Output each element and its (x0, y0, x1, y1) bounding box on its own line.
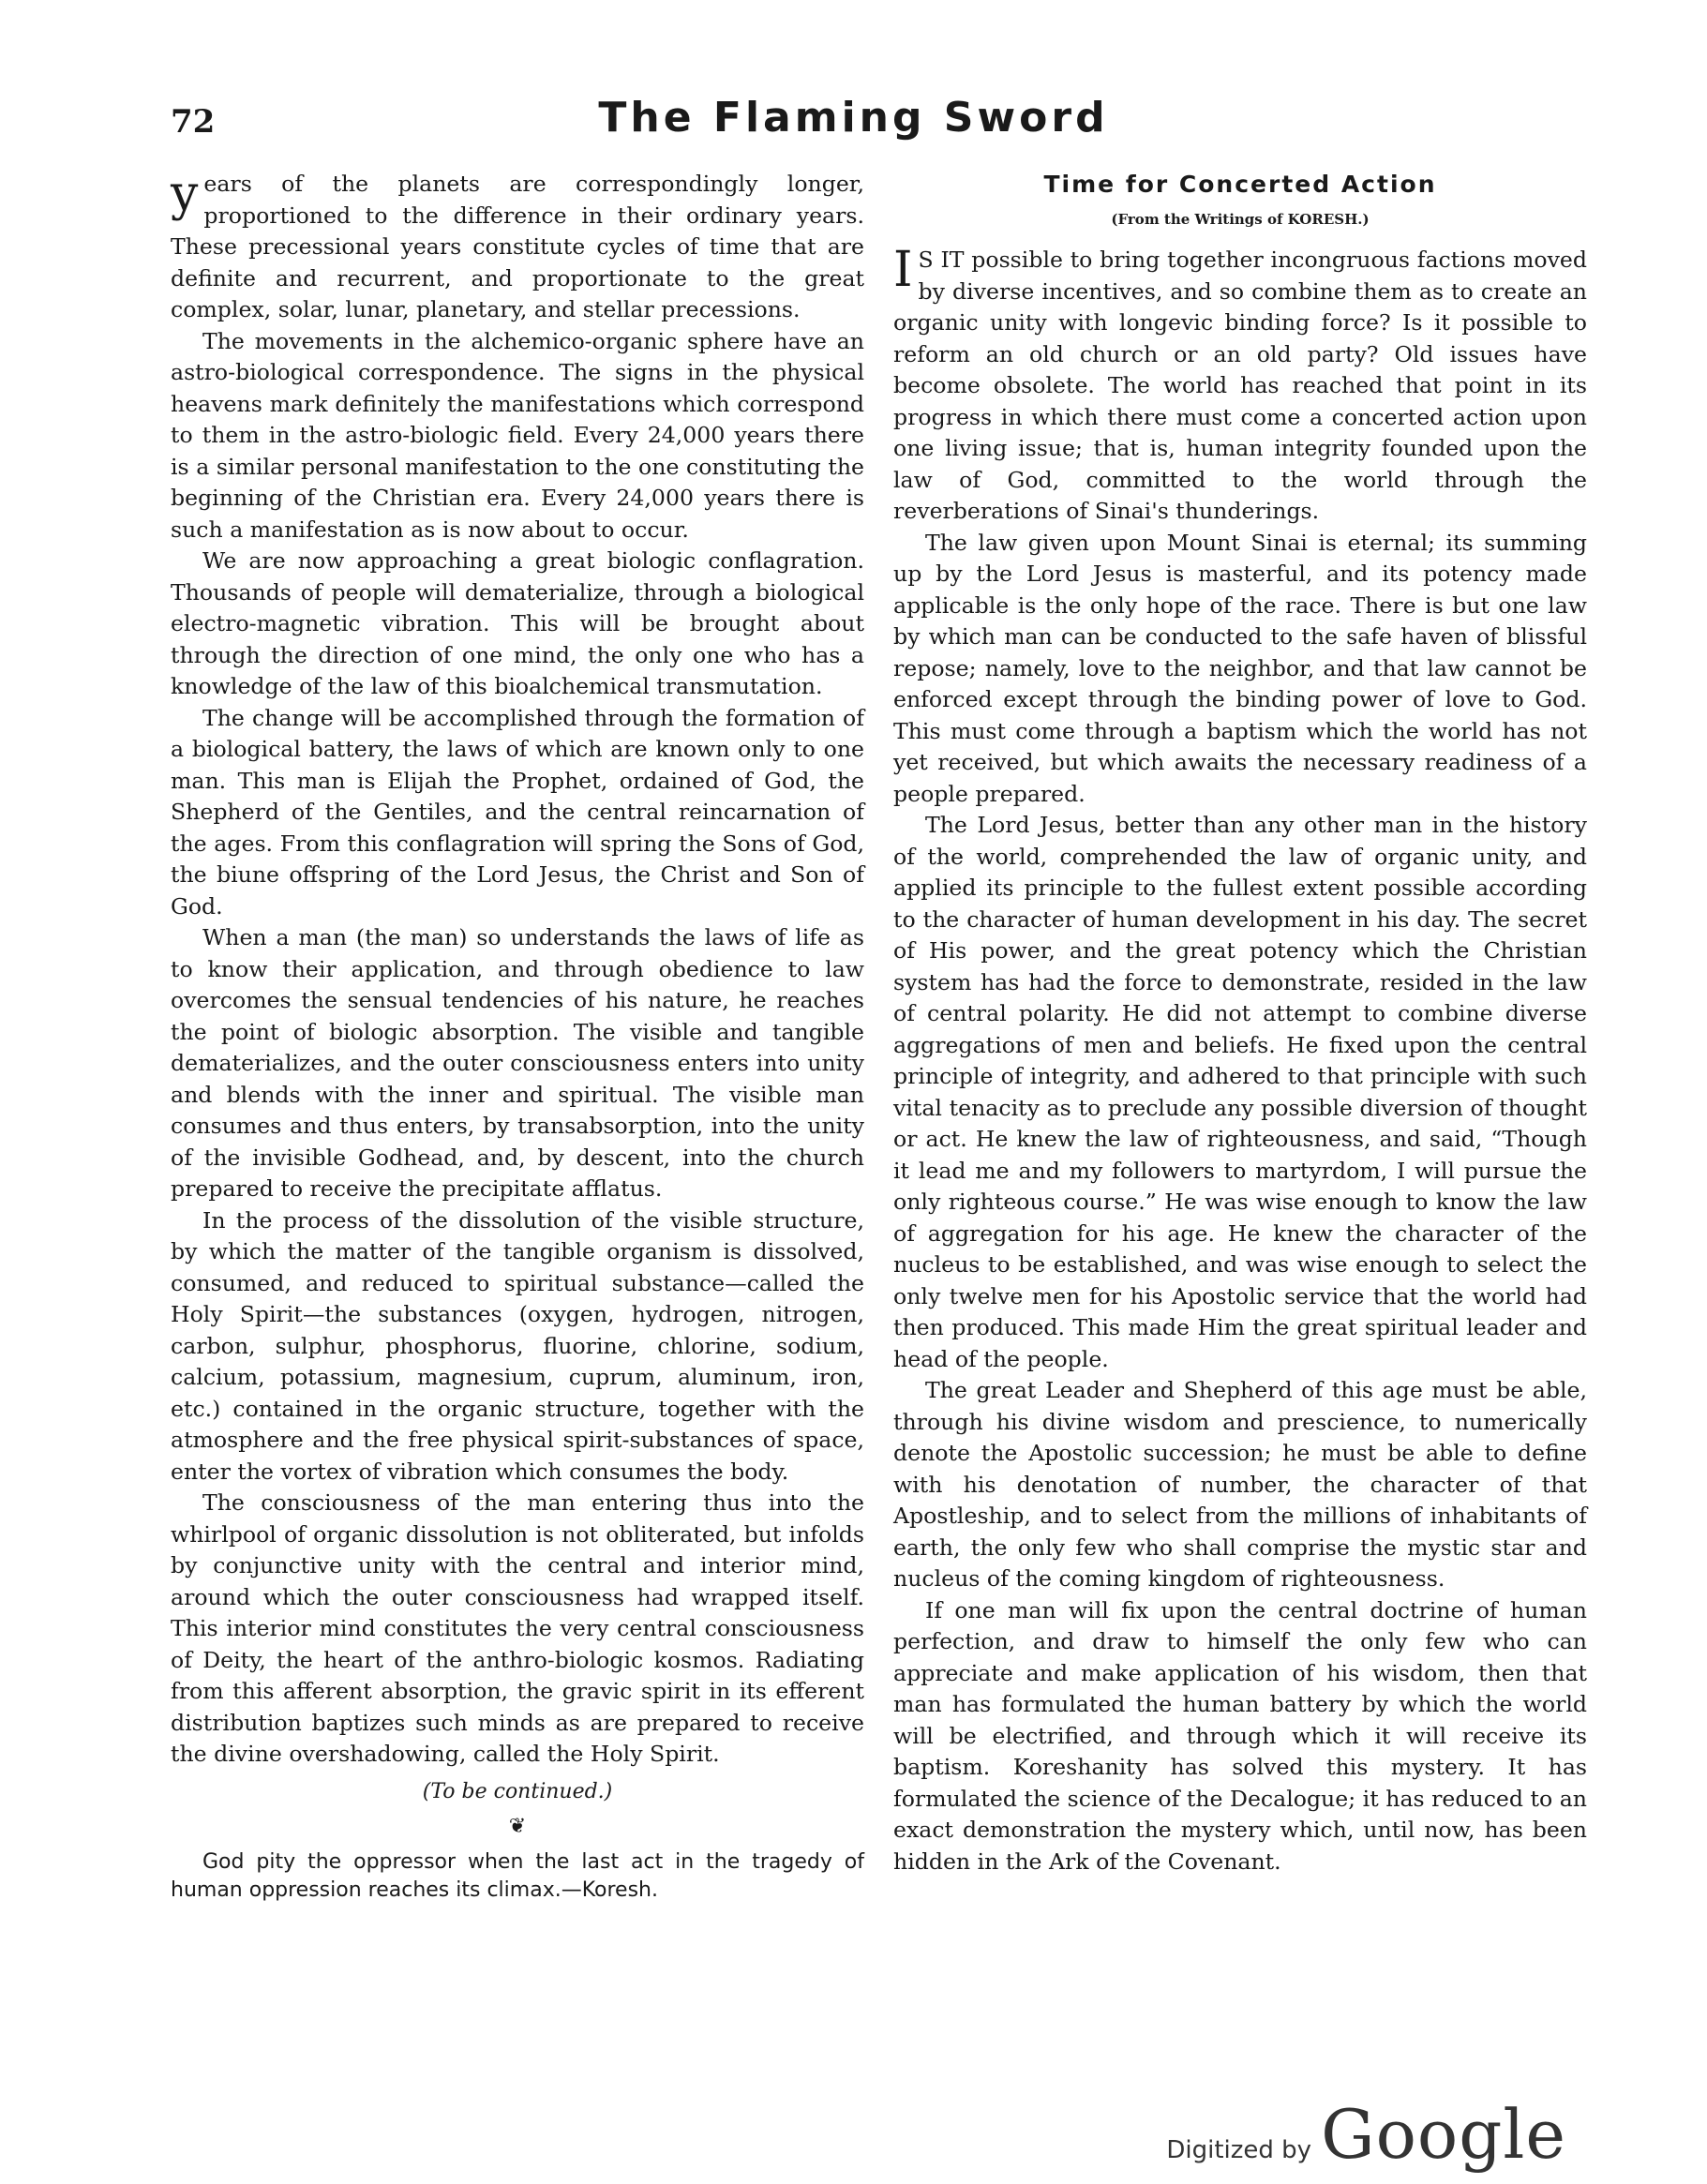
paragraph: years of the planets are correspondingly longer, proportioned to the difference in their ordinary years. These precessional years constitute cycles of time that are definite and recurrent, and proportionate to the great complex, solar, lunar, planetary, and stellar precessions. (171, 166, 864, 322)
to-be-continued-note: (To be continued.) (422, 1779, 613, 1803)
paragraph: The change will be accomplished through the formation of a biological battery, the laws of which are known only to one man. This man is Elijah the Prophet, ordained of God, the Shepherd of the Gentiles, and the central reincarnation of the ages. From this conflagration will spring the Sons of God, the biune offspring of the Lord Jesus, the Christ and Son of God. (171, 704, 864, 920)
paragraph: IS IT possible to bring together incongruous factions moved by diverse incentives, and so combine them as to create an organic unity with longevic binding force? Is it possible to reform an old church or an old party? Old issues have become obsolete. The world has reached that point in its progress in which there must come a concerted action upon one living issue; that is, human integrity founded upon the law of God, committed to the world through the reverberations of Sinai's thunderings. (893, 242, 1587, 524)
running-head: The Flaming Sword (598, 94, 1109, 142)
paragraph: The movements in the alchemico-organic sphere have an astro-biological correspondence. The signs in the physical heavens mark definitely the manifestations which correspond to them in the astro-biologic field. Every 24,000 years there is a similar personal manifestation to the one constituting the beginning of the Christian era. Every 24,000 years there is such a manifestation as is now about to occur. (171, 327, 864, 543)
page-number: 72 (171, 103, 216, 141)
paragraph: The Lord Jesus, better than any other man in the history of the world, comprehended the law of organic unity, and applied its principle to the fullest extent possible according to the character of human development in his day. The secret of His power, and the great potency which the Christian system has had the force to demonstrate, resided in the law of central polarity. He did not attempt to combine diverse aggregations of men and beliefs. He fixed upon the central principle of integrity, and adhered to that principle with such vital tenacity as to preclude any possible diversion of thought or act. He knew the law of righteousness, and said, “Though it lead me and my followers to martyrdom, I will pursue the only righteous course.” He was wise enough to know the law of aggregation for his age. He knew the character of the nucleus to be established, and was wise enough to select the only twelve men for his Apostolic service that the world had then produced. This made Him the great spiritual leader and head of the people. (893, 812, 1587, 1372)
article-title: Time for Concerted Action (1043, 171, 1437, 198)
fleuron-icon: ❦ (508, 1815, 527, 1838)
paragraph: If one man will fix upon the central doctrine of human perfection, and draw to himself the only few who can appreciate and make application of his wisdom, then that man has formulated the human battery by which the world will be electrified, and through which it will receive its baptism. Koreshanity has solved this mystery. It has formulated the science of the Decalogue; it has reduced to an exact demonstration the mystery which, until now, has been hidden in the Ark of the Covenant. (893, 1596, 1587, 1875)
watermark-prefix: Digitized by (1166, 2136, 1312, 2164)
left-column (171, 166, 864, 1905)
right-column (893, 169, 1587, 1877)
paragraph: When a man (the man) so understands the laws of life as to know their application, and through obedience to law overcomes the sensual tendencies of his nature, he reaches the point of biologic absorption. The visible and tangible dematerializes, and the outer consciousness enters into unity and blends with the inner and spiritual. The visible man consumes and thus enters, by transabsorption, into the unity of the invisible Godhead, and, by descent, into the church prepared to receive the precipitate afflatus. (171, 924, 864, 1202)
paragraph: We are now approaching a great biologic conflagration. Thousands of people will dematerialize, through a biological electro-magnetic vibration. This will be brought about through the direction of one mind, the only one who has a knowledge of the law of this bioalchemical transmutation. (171, 547, 864, 699)
digitization-watermark (1166, 2095, 1566, 2174)
article-source: (From the Writings of KORESH.) (1111, 210, 1370, 228)
koresh-quote: God pity the oppressor when the last act in the tragedy of human oppression reaches its climax.—Koresh. (171, 1849, 864, 1902)
paragraph: In the process of the dissolution of the visible structure, by which the matter of the tangible organism is dissolved, consumed, and reduced to spiritual substance—called the Holy Spirit—the substances (oxygen, hydrogen, nitrogen, carbon, sulphur, phosphorus, fluorine, chlorine, sodium, calcium, potassium, magnesium, cuprum, aluminum, iron, etc.) contained in the organic structure, together with the atmosphere and the free physical spirit-substances of space, enter the vortex of vibration which consumes the body. (171, 1206, 864, 1485)
google-logo: Google (1321, 2095, 1566, 2174)
paragraph: The consciousness of the man entering thus into the whirlpool of organic dissolution is not obliterated, but infolds by conjunctive unity with the central and interior mind, around which the outer consciousness had wrapped itself. This interior mind constitutes the very central consciousness of Deity, the heart of the anthro-biologic kosmos. Radiating from this afferent absorption, the gravic spirit in its efferent distribution baptizes such minds as are prepared to receive the divine overshadowing, called the Holy Spirit. (171, 1489, 864, 1767)
paragraph: The great Leader and Shepherd of this age must be able, through his divine wisdom and prescience, to numerically denote the Apostolic succession; he must be able to define with his denotation of number, the character of that Apostleship, and to select from the millions of inhabitants of earth, the only few who shall comprise the mystic star and nucleus of the coming kingdom of righteousness. (893, 1377, 1587, 1592)
paragraph: The law given upon Mount Sinai is eternal; its summing up by the Lord Jesus is masterful, and its potency made applicable is the only hope of the race. There is but one law by which man can be conducted to the safe haven of blissful repose; namely, love to the neighbor, and that law cannot be enforced except through the binding power of love to God. This must come through a baptism which the world has not yet received, but which awaits the necessary readiness of a people prepared. (893, 529, 1587, 807)
